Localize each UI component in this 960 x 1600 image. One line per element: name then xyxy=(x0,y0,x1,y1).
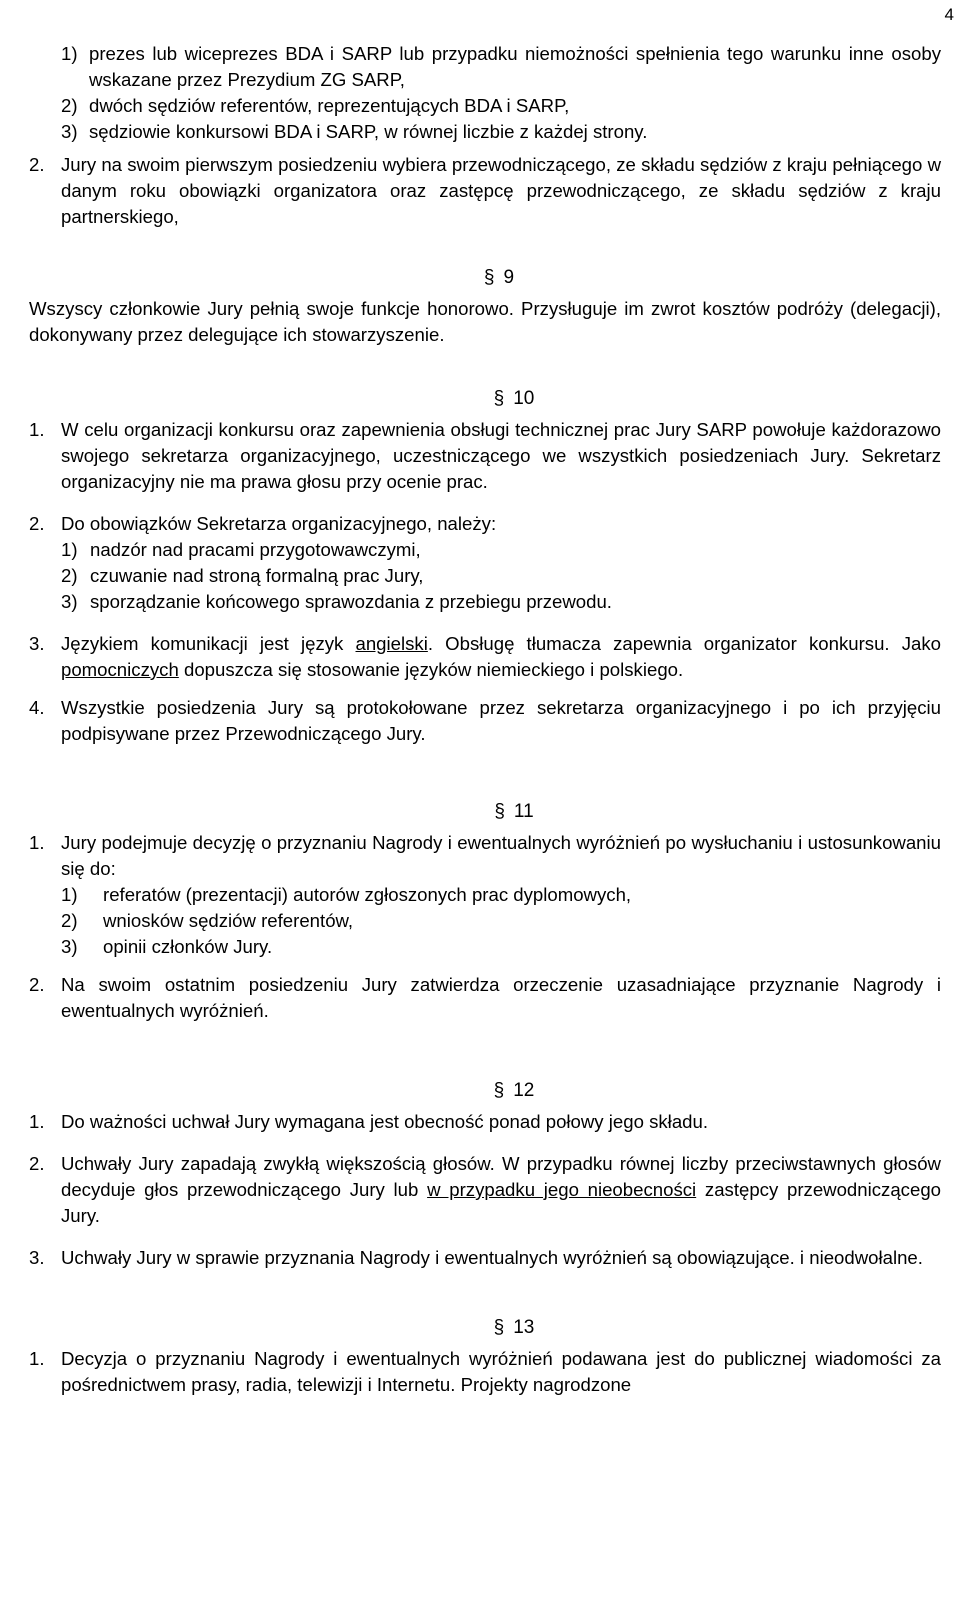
item-number: 3) xyxy=(61,936,78,957)
page-number: 4 xyxy=(944,5,954,24)
item-text: Do obowiązków Sekretarza organizacyjnego, należy: xyxy=(61,513,497,534)
item-number: 3) xyxy=(61,591,78,612)
section-heading-12 xyxy=(59,1078,941,1104)
item-number: 1. xyxy=(29,1111,45,1132)
document-body xyxy=(29,41,941,1398)
text-run: Językiem komunikacji jest język xyxy=(61,633,356,654)
item-number: 1. xyxy=(29,832,45,853)
item-number: 3) xyxy=(61,121,78,142)
list-item xyxy=(61,119,941,145)
underlined-text: pomocniczych xyxy=(61,659,179,680)
item-number: 2. xyxy=(29,974,45,995)
section-9-text: Wszyscy członkowie Jury pełnią swoje funkcje honorowo. Przysługuje im zwrot kosztów podróży (delegacji), dokonywany przez delegujące ich stowarzyszenie. xyxy=(29,298,941,345)
underlined-text: w przypadku jego nieobecności xyxy=(427,1179,697,1200)
intro-point-2 xyxy=(29,152,941,230)
s12-point-2 xyxy=(29,1151,941,1229)
s10-point-4 xyxy=(29,695,941,747)
s12-point-1 xyxy=(29,1109,941,1135)
section-sign: § xyxy=(494,801,505,822)
item-text: sędziowie konkursowi BDA i SARP, w równej liczbie z każdej strony. xyxy=(89,121,648,142)
item-text: W celu organizacji konkursu oraz zapewnienia obsługi technicznej prac Jury SARP powołuje każdorazowo swojego sekretarza organizacyjnego, uczestniczącego we wszystkich posiedzeniach Jury. Sekretarz organizacyjny nie ma prawa głosu przy ocenie prac. xyxy=(61,419,941,492)
list-item xyxy=(61,908,941,934)
item-number: 2) xyxy=(61,910,78,931)
item-number: 1) xyxy=(61,43,78,64)
item-text: Do ważności uchwał Jury wymagana jest obecność ponad połowy jego składu. xyxy=(61,1111,709,1132)
item-text: prezes lub wiceprezes BDA i SARP lub przypadku niemożności spełnienia tego warunku inne osoby wskazane przez Prezydium ZG SARP, xyxy=(89,43,941,90)
item-number: 3. xyxy=(29,633,45,654)
item-number: 1. xyxy=(29,1348,45,1369)
s13-point-1 xyxy=(29,1346,941,1398)
item-text xyxy=(61,1151,941,1229)
s12-point-3 xyxy=(29,1245,941,1271)
underlined-text: angielski xyxy=(355,633,428,654)
text-run: Uchwały Jury zapadają zwykłą większością głosów. W przypadku równej liczby przeciwstawnych głosów decyduje głos przewodniczącego Jury lub xyxy=(61,1153,941,1200)
section-sign: § xyxy=(493,1080,505,1101)
s10-point-1 xyxy=(29,417,941,495)
item-text: nadzór nad pracami przygotowawczymi, xyxy=(90,539,421,560)
list-item xyxy=(61,41,941,93)
item-text: Jury podejmuje decyzję o przyznaniu Nagrody i ewentualnych wyróżnień po wysłuchaniu i ustosunkowaniu się do: xyxy=(61,832,941,879)
item-text: Jury na swoim pierwszym posiedzeniu wybiera przewodniczącego, ze składu sędziów z kraju pełniącego w danym roku obowiązki organizatora oraz zastępcę przewodniczącego, ze składu sędziów z kraju partnerskiego, xyxy=(61,154,941,227)
s11-point-2 xyxy=(29,972,941,1024)
list-item xyxy=(61,589,941,615)
list-item xyxy=(61,93,941,119)
section-number: 12 xyxy=(513,1080,535,1101)
item-text: Wszystkie posiedzenia Jury są protokołowane przez sekretarza organizacyjnego i po ich przyjęciu podpisywane przez Przewodniczącego Jury. xyxy=(61,697,941,744)
item-number: 2) xyxy=(61,95,78,116)
s11-point-1 xyxy=(29,830,941,960)
intro-list xyxy=(61,41,941,145)
item-text: Decyzja o przyznaniu Nagrody i ewentualnych wyróżnień podawana jest do publicznej wiadomości za pośrednictwem prasy, radia, telewizji i Internetu. Projekty nagrodzone xyxy=(61,1348,941,1395)
list-item xyxy=(61,934,941,960)
section-number: 11 xyxy=(513,801,534,822)
item-number: 1) xyxy=(61,539,78,560)
item-text: Uchwały Jury w sprawie przyznania Nagrody i ewentualnych wyróżnień są obowiązujące. i nieodwołalne. xyxy=(61,1247,923,1268)
section-sign: § xyxy=(483,267,495,288)
item-number: 2) xyxy=(61,565,78,586)
item-number: 4. xyxy=(29,697,45,718)
list-item xyxy=(61,882,941,908)
section-number: 9 xyxy=(503,267,515,288)
section-heading-10 xyxy=(59,386,941,412)
section-sign: § xyxy=(493,1317,505,1338)
section-number: 10 xyxy=(513,388,535,409)
s10-point-2 xyxy=(29,511,941,615)
item-text: Na swoim ostatnim posiedzeniu Jury zatwierdza orzeczenie uzasadniające przyznanie Nagrody i ewentualnych wyróżnień. xyxy=(61,974,941,1021)
section-number: 13 xyxy=(513,1317,535,1338)
section-sign: § xyxy=(493,388,505,409)
section-heading-13 xyxy=(59,1315,941,1341)
item-text: opinii członków Jury. xyxy=(103,936,273,957)
item-number: 1) xyxy=(61,884,78,905)
list-item xyxy=(61,563,941,589)
item-text: dwóch sędziów referentów, reprezentujących BDA i SARP, xyxy=(89,95,570,116)
item-text: wniosków sędziów referentów, xyxy=(103,910,354,931)
item-number: 3. xyxy=(29,1247,45,1268)
item-number: 2. xyxy=(29,154,45,175)
text-run: zastępcy przewodniczącego Jury. xyxy=(61,1179,941,1226)
list-item xyxy=(61,537,941,563)
item-text xyxy=(61,631,941,683)
item-text: czuwanie nad stroną formalną prac Jury, xyxy=(90,565,424,586)
section-heading-9 xyxy=(29,265,941,291)
item-number: 2. xyxy=(29,1153,45,1174)
section-heading-11 xyxy=(59,799,941,825)
item-text: referatów (prezentacji) autorów zgłoszonych prac dyplomowych, xyxy=(103,884,632,905)
item-number: 2. xyxy=(29,513,45,534)
item-number: 1. xyxy=(29,419,45,440)
s10-point-3 xyxy=(29,631,941,683)
text-run: . Obsługę tłumacza zapewnia organizator konkursu. Jako xyxy=(427,633,941,654)
item-text: sporządzanie końcowego sprawozdania z przebiegu przewodu. xyxy=(90,591,612,612)
text-run: dopuszcza się stosowanie języków niemieckiego i polskiego. xyxy=(178,659,684,680)
